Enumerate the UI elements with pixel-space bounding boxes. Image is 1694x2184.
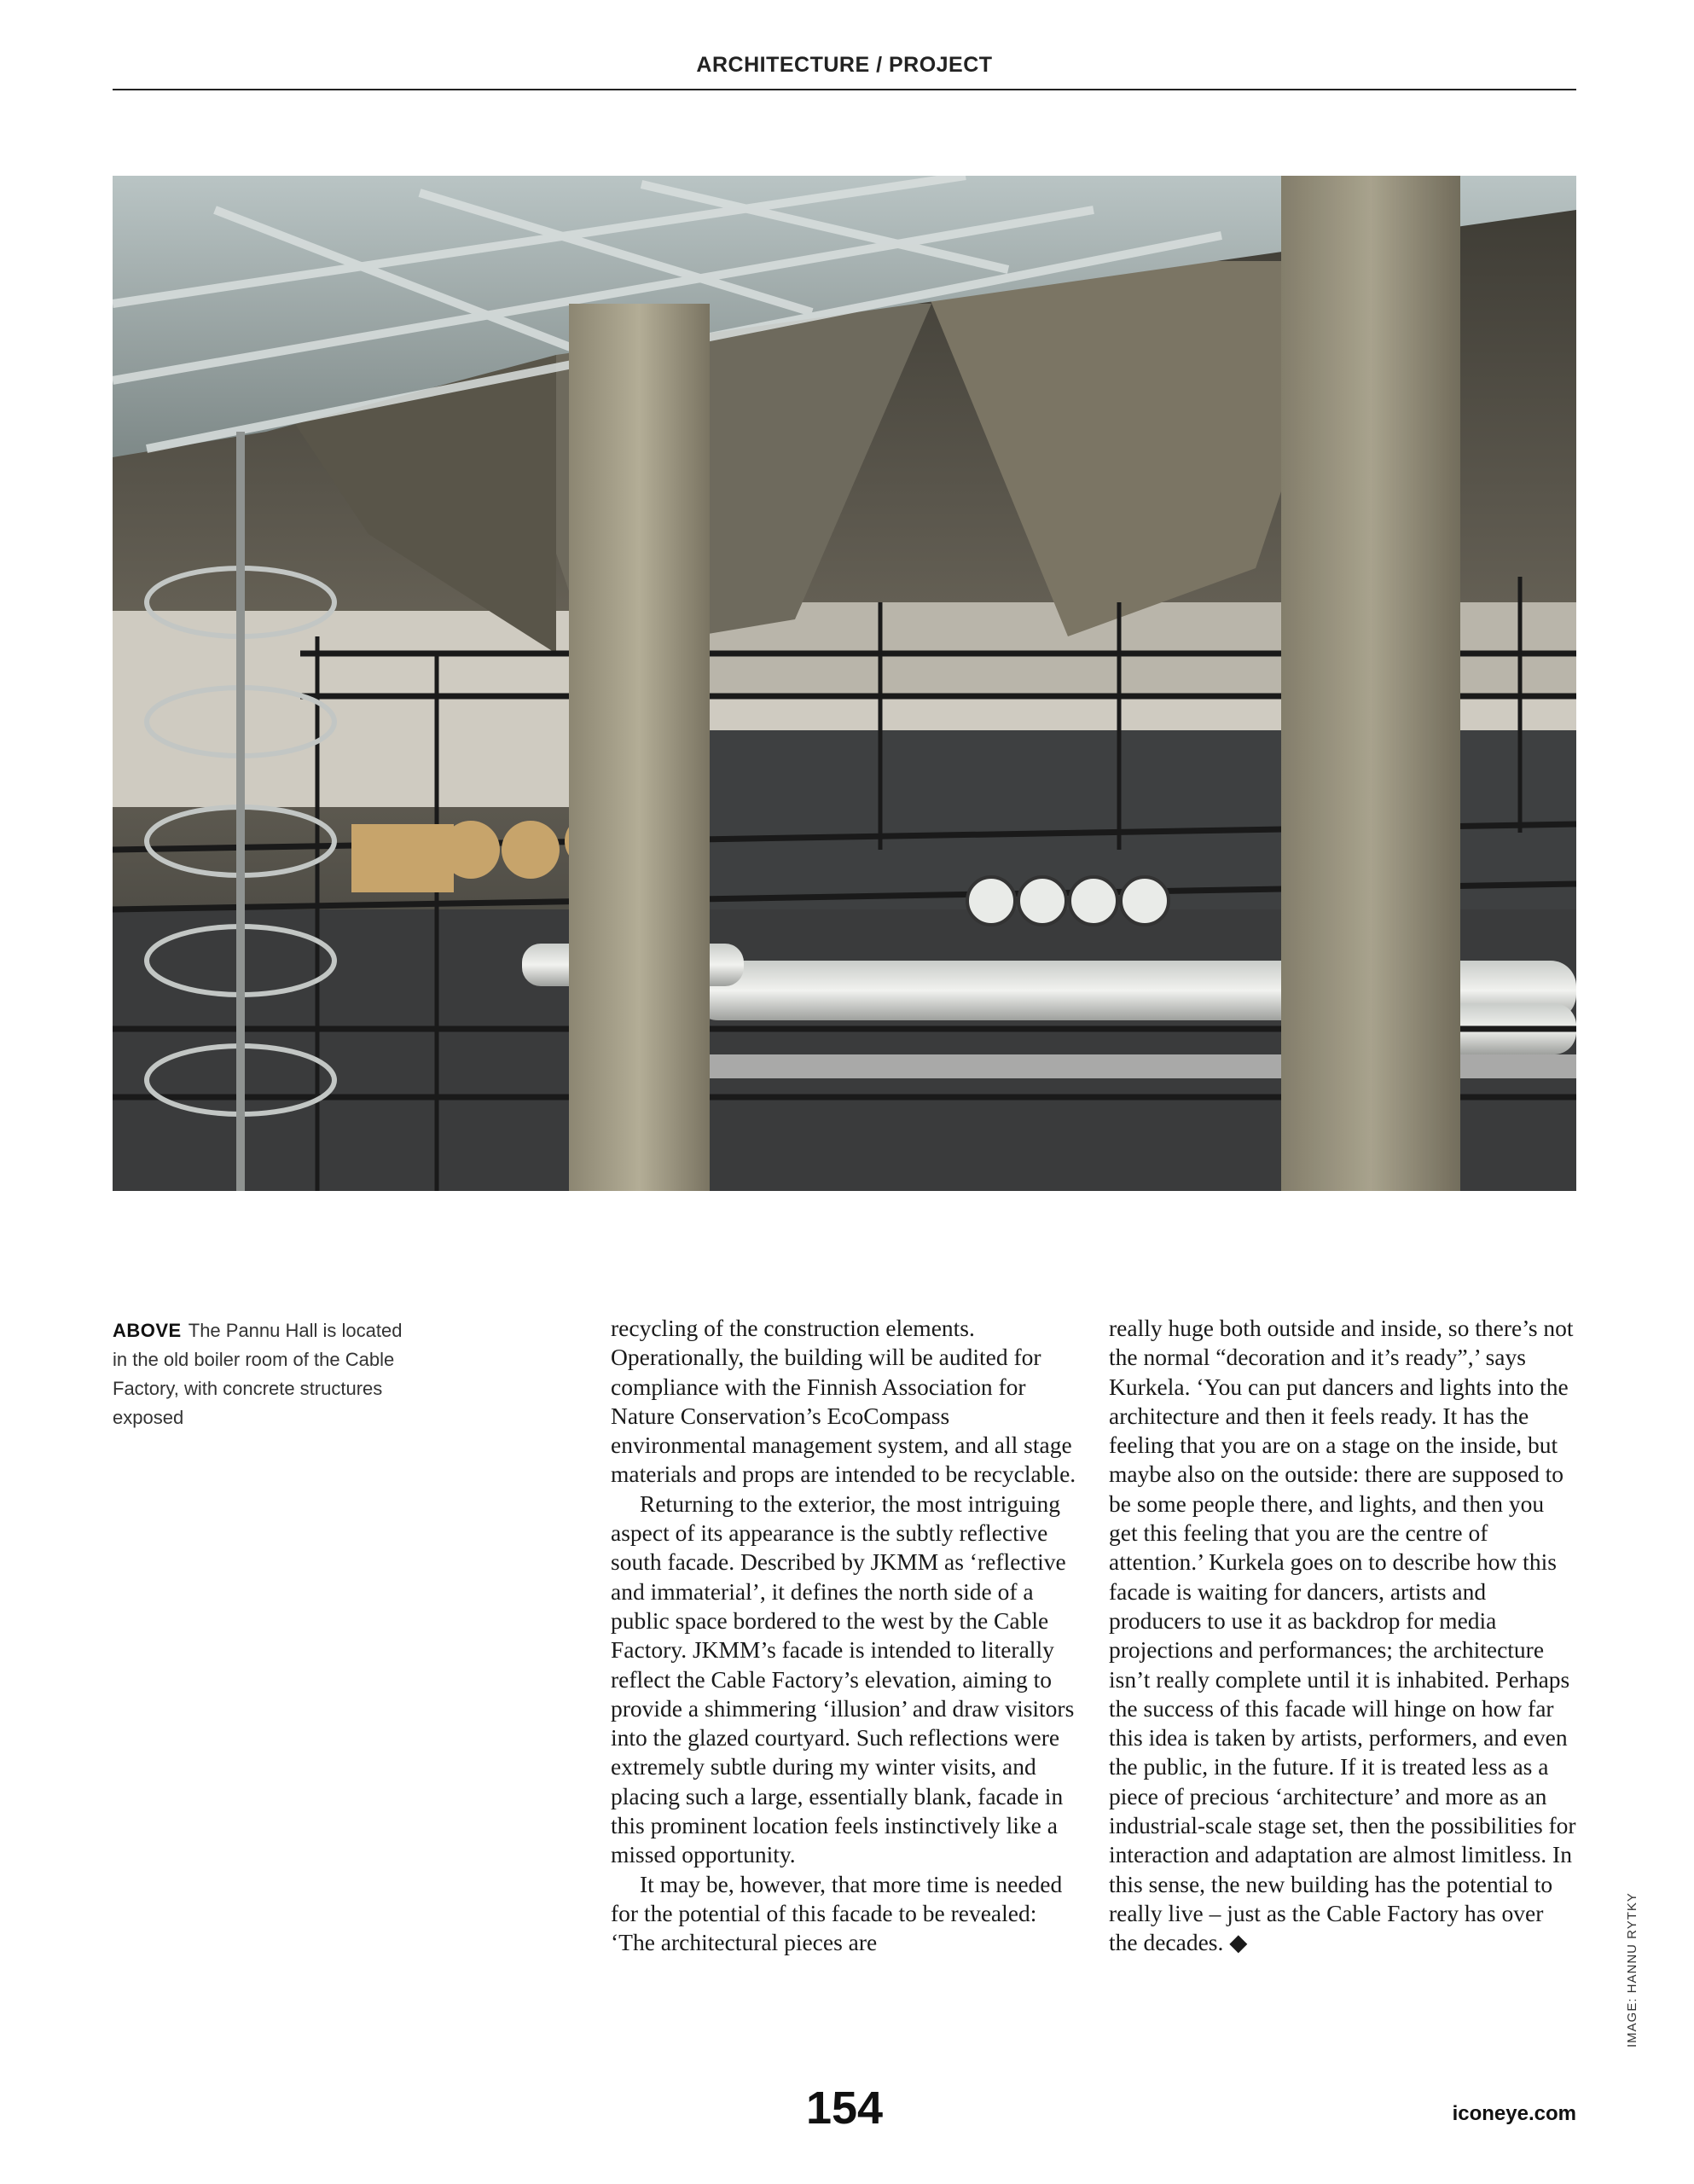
- page-number: 154: [805, 2082, 884, 2134]
- article-paragraph: recycling of the construction elements. Operationally, the building will be audited for compliance with the Finnish Association for Nature Conservation’s EcoCompass environmental management system, and all stage materials and props are intended to be recyclable.: [611, 1315, 1076, 1488]
- site-url: iconeye.com: [1452, 2102, 1576, 2125]
- photo-pannu-hall: [113, 176, 1576, 1191]
- image-credit: IMAGE: HANNU RYTKY: [1625, 1892, 1639, 2048]
- interior-photo-illustration: [113, 176, 1576, 1191]
- caption-text: The Pannu Hall is located in the old boiler room of the Cable Factory, with concrete structures exposed: [113, 1320, 403, 1428]
- article-paragraph: Returning to the exterior, the most intriguing aspect of its appearance is the subtly reflective south facade. Described by JKMM as ‘reflective and immaterial’, it defines the north side of a public space bordered to the west by the Cable Factory. JKMM’s facade is intended to literally reflect the Cable Factory’s elevation, aiming to provide a shimmering ‘illusion’ and draw visitors into the glazed courtyard. Such reflections were extremely subtle during my winter visits, and placing such a large, essentially blank, facade in this prominent location feels instinctively like a missed opportunity.: [611, 1490, 1075, 1868]
- article-column-1: [611, 1314, 1078, 1958]
- photo-caption: [113, 1316, 403, 1432]
- article-paragraph: It may be, however, that more time is needed for the potential of this facade to be revealed: ‘The architectural pieces are: [611, 1870, 1063, 1956]
- article-column-2: [1109, 1314, 1576, 1958]
- section-header: ARCHITECTURE / PROJECT: [696, 53, 993, 77]
- caption-lead: ABOVE: [113, 1320, 182, 1341]
- header-divider: [113, 89, 1576, 90]
- article-paragraph: really huge both outside and inside, so there’s not the normal “decoration and it’s ready”,’ says Kurkela. ‘You can put dancers and lights into the architecture and then it feels ready. It has the feeling that you are on a stage on the inside, but maybe also on the outside: there are supposed to be some people there, and lights, and then you get this feeling that you are the centre of attention.’ Kurkela goes on to describe how this facade is waiting for dancers, artists and producers to use it as backdrop for media projections and performances; the architecture isn’t really complete until it is inhabited. Perhaps the success of this facade will hinge on how far this idea is taken by artists, performers, and even the public, in the future. If it is treated less as a piece of precious ‘architecture’ and more as an industrial-scale stage set, then the possibilities for interaction and adaptation are almost limitless. In this sense, the new building has the potential to really live – just as the Cable Factory has over the decades. ◆: [1109, 1315, 1576, 1956]
